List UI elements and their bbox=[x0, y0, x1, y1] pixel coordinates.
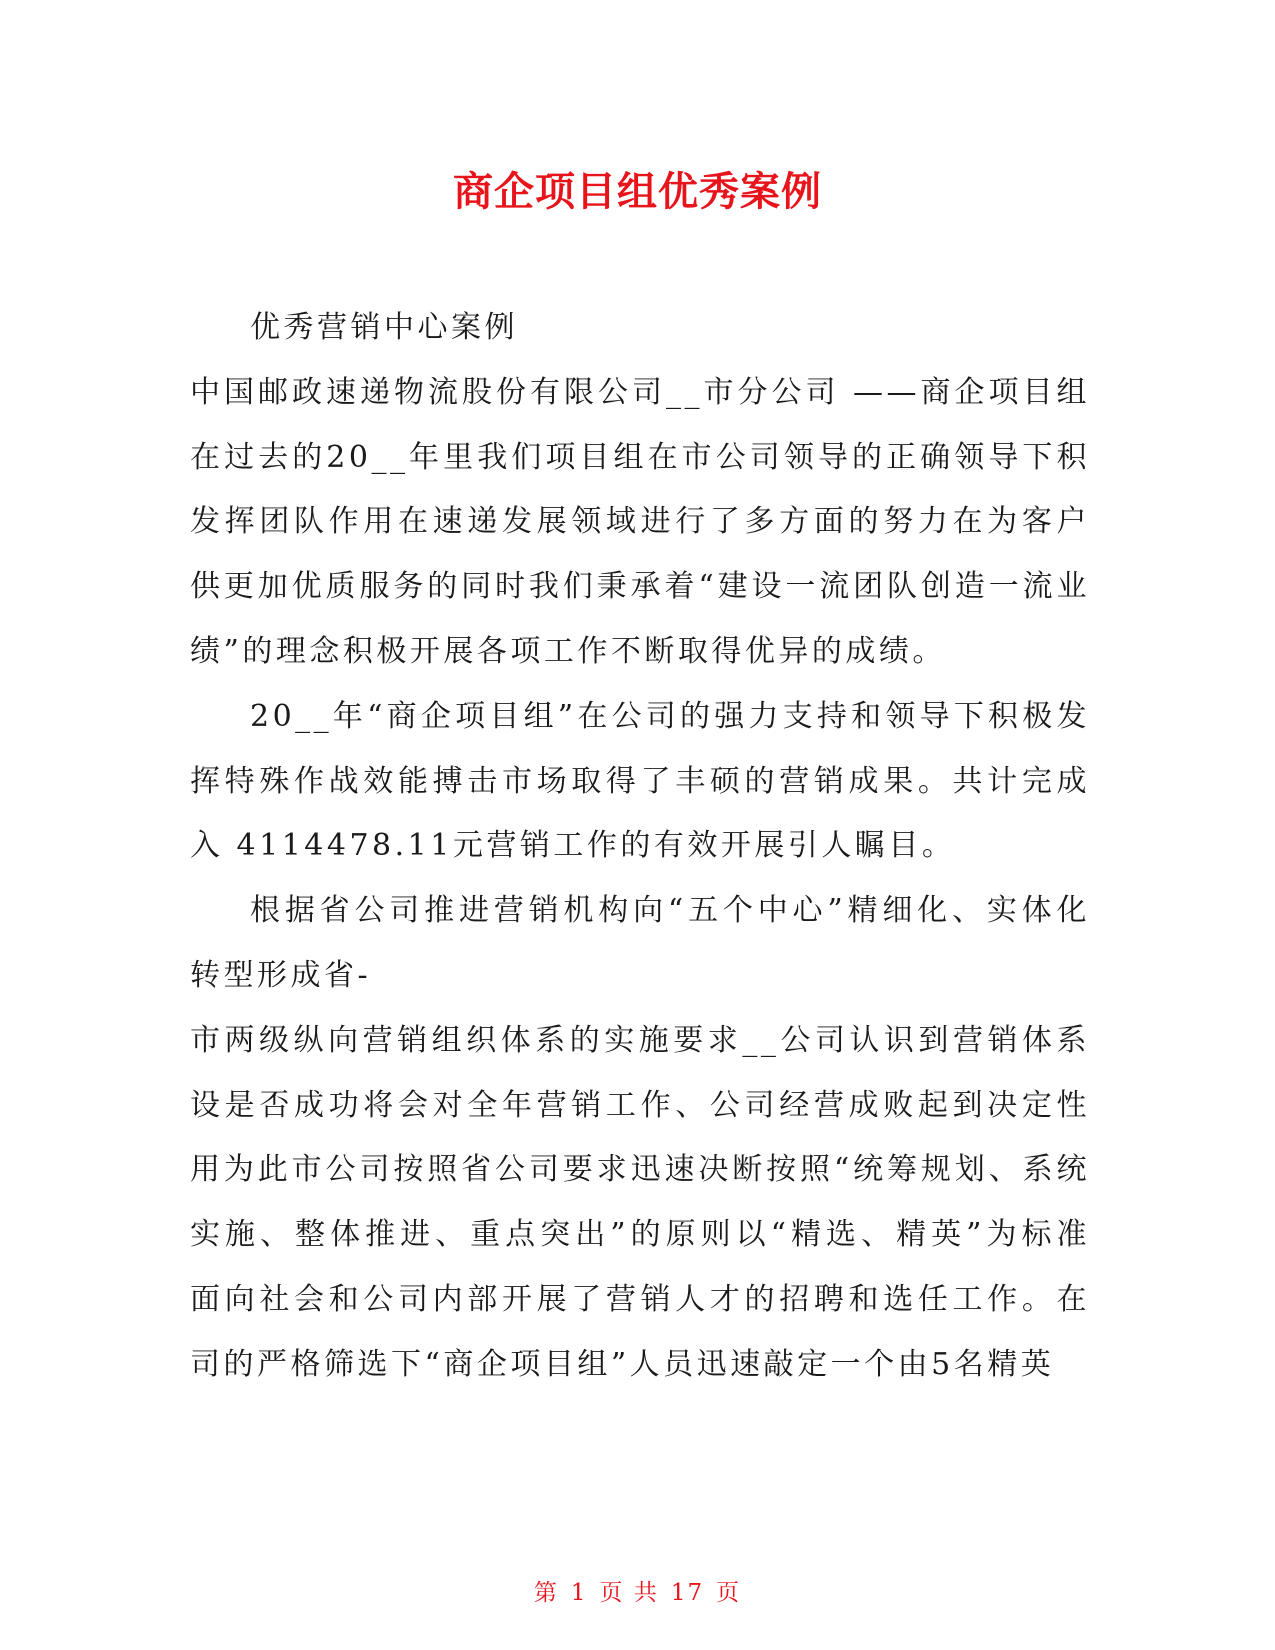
text-line: 司的严格筛选下“商企项目组”人员迅速敲定一个由5名精英 bbox=[190, 1346, 1055, 1382]
text-line: 实施、整体推进、重点突出”的原则以“精选、精英”为标准 bbox=[190, 1217, 1090, 1253]
document-title: 商企项目组优秀案例 bbox=[453, 169, 822, 215]
text-line: 中国邮政速递物流股份有限公司__市分公司 ——商企项目组 bbox=[190, 374, 1090, 410]
text-line: 20__年“商企项目组”在公司的强力支持和领导下积极发 bbox=[250, 698, 1090, 734]
text-line: 市两级纵向营销组织体系的实施要求__公司认识到营销体系 bbox=[190, 1022, 1090, 1058]
text-line: 挥特殊作战效能搏击市场取得了丰硕的营销成果。共计完成 bbox=[190, 763, 1090, 799]
text-line: 根据省公司推进营销机构向“五个中心”精细化、实体化 bbox=[250, 893, 1090, 929]
text-line: 设是否成功将会对全年营销工作、公司经营成败起到决定性 bbox=[190, 1087, 1090, 1123]
page-footer bbox=[0, 1574, 1275, 1607]
text-line: 在过去的20__年里我们项目组在市公司领导的正确领导下积 bbox=[190, 439, 1090, 475]
text-line: 入 4114478.11元营销工作的有效开展引人瞩目。 bbox=[190, 828, 956, 864]
text-line: 优秀营销中心案例 bbox=[250, 310, 518, 345]
text-line: 转型形成省- bbox=[190, 957, 372, 993]
footer-page-number: 1 bbox=[570, 1580, 588, 1606]
footer-suffix: 页 bbox=[716, 1580, 742, 1606]
footer-prefix: 第 bbox=[533, 1580, 559, 1606]
footer-total-pages: 17 bbox=[670, 1580, 705, 1606]
text-line: 供更加优质服务的同时我们秉承着“建设一流团队创造一流业 bbox=[190, 569, 1090, 605]
text-line: 发挥团队作用在速递发展领域进行了多方面的努力在为客户 bbox=[190, 504, 1090, 540]
text-line: 绩”的理念积极开展各项工作不断取得优异的成绩。 bbox=[190, 633, 946, 669]
footer-middle: 页 共 bbox=[599, 1580, 659, 1606]
text-line: 面向社会和公司内部开展了营销人才的招聘和选任工作。在 bbox=[190, 1281, 1090, 1317]
text-line: 用为此市公司按照省公司要求迅速决断按照“统筹规划、系统 bbox=[190, 1152, 1090, 1188]
document-body bbox=[190, 296, 1090, 1398]
